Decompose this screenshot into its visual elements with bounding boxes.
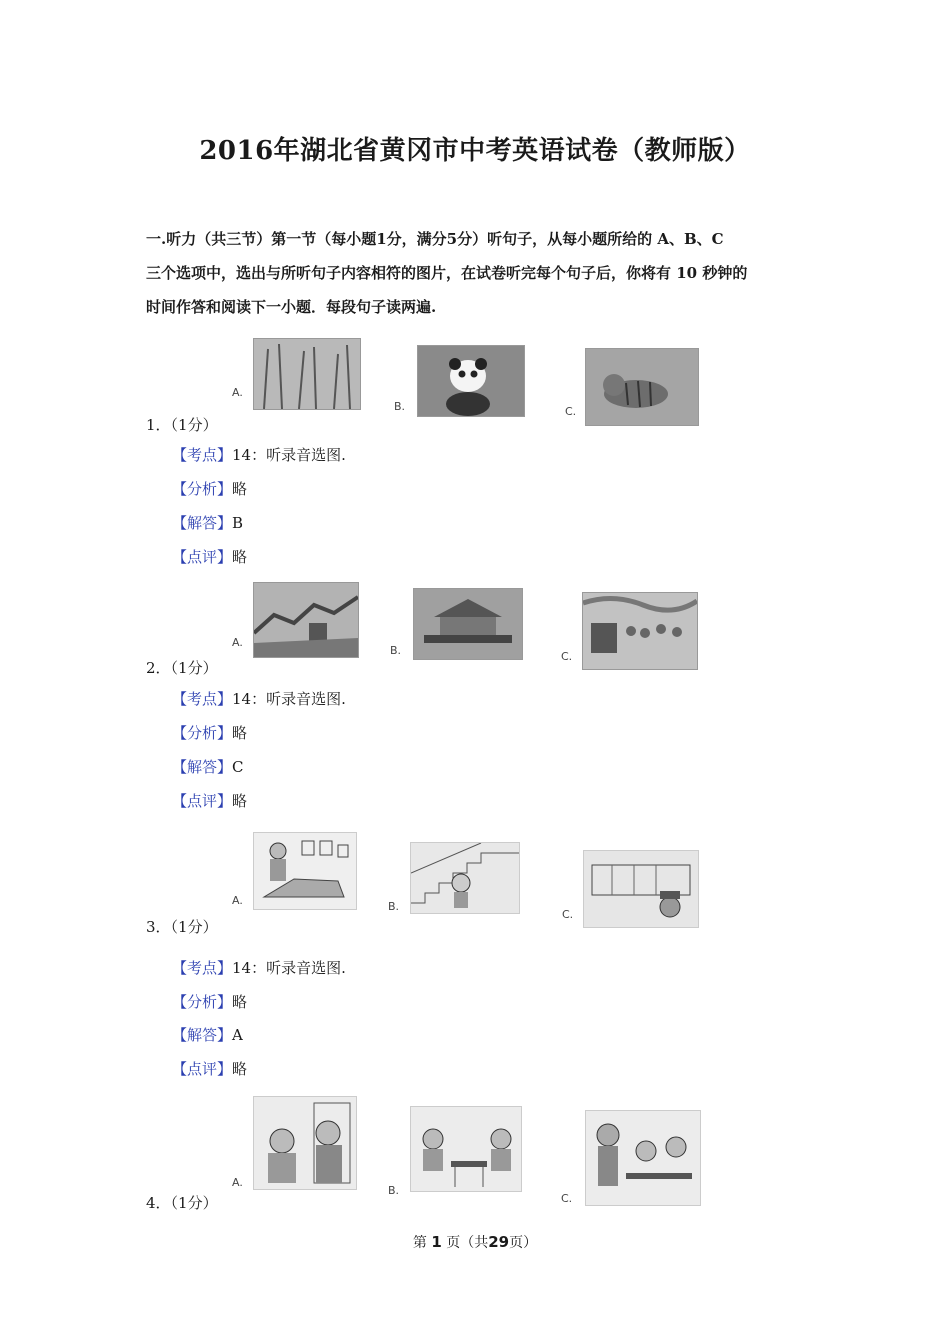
q3-option-a-letter: A. bbox=[232, 894, 243, 907]
fenxi-label: 【分析】 bbox=[172, 724, 233, 742]
dianping-label: 【点评】 bbox=[172, 792, 233, 810]
instruction-line-1: 一.听力（共三节）第一节（每小题1分，满分5分）听句子，从每小题所给的 A、B、C bbox=[146, 230, 724, 248]
instruction-line-3: 时间作答和阅读下一小题．每段句子读两遍. bbox=[146, 298, 437, 316]
q3-fenxi bbox=[172, 991, 247, 1012]
q1-kaodian-text: 14：听录音选图. bbox=[232, 446, 346, 464]
q4-option-c-letter: C. bbox=[561, 1192, 573, 1205]
jieda-label: 【解答】 bbox=[172, 514, 233, 532]
q3-image-c-classroom bbox=[583, 850, 699, 928]
q2-jieda-text: C bbox=[232, 758, 244, 776]
question-4-number: 4．（1分） bbox=[146, 1194, 218, 1212]
q2-dianping-text: 略 bbox=[232, 792, 248, 810]
footer-middle: 页（共 bbox=[446, 1235, 489, 1251]
q1-dianping-text: 略 bbox=[232, 548, 248, 566]
q1-jieda-text: B bbox=[232, 514, 244, 532]
q2-image-b-tiananmen bbox=[413, 588, 523, 660]
q2-option-b-letter: B. bbox=[390, 644, 402, 657]
q1-image-c-tiger bbox=[585, 348, 699, 426]
q3-jieda-text: A bbox=[232, 1026, 243, 1044]
q3-image-a-room bbox=[253, 832, 357, 910]
footer-total-pages: 29 bbox=[488, 1233, 510, 1251]
q4-option-b-letter: B. bbox=[388, 1184, 400, 1197]
q1-option-a-letter: A. bbox=[232, 386, 243, 399]
q2-fenxi bbox=[172, 722, 247, 743]
q2-jieda bbox=[172, 756, 244, 777]
q2-kaodian-text: 14：听录音选图. bbox=[232, 690, 346, 708]
question-2-number: 2．（1分） bbox=[146, 659, 218, 677]
footer-suffix: 页） bbox=[509, 1235, 538, 1251]
jieda-label: 【解答】 bbox=[172, 758, 233, 776]
kaodian-label: 【考点】 bbox=[172, 690, 233, 708]
kaodian-label: 【考点】 bbox=[172, 446, 233, 464]
q3-kaodian bbox=[172, 957, 346, 978]
q3-option-c-letter: C. bbox=[562, 908, 574, 921]
q2-dianping bbox=[172, 790, 247, 811]
page-footer bbox=[0, 1232, 950, 1252]
q1-fenxi-text: 略 bbox=[232, 480, 248, 498]
page-title: 2016年湖北省黄冈市中考英语试卷（教师版） bbox=[199, 136, 751, 166]
dianping-label: 【点评】 bbox=[172, 548, 233, 566]
q1-option-c-letter: C. bbox=[565, 405, 577, 418]
q2-fenxi-text: 略 bbox=[232, 724, 248, 742]
q2-kaodian bbox=[172, 688, 346, 709]
q4-image-a-two-people bbox=[253, 1096, 357, 1190]
q1-fenxi bbox=[172, 478, 247, 499]
q1-image-a-trees bbox=[253, 338, 361, 410]
question-1-number: 1．（1分） bbox=[146, 416, 218, 434]
q4-option-a-letter: A. bbox=[232, 1176, 243, 1189]
footer-prefix: 第 bbox=[412, 1235, 427, 1251]
q3-fenxi-text: 略 bbox=[232, 993, 248, 1011]
q4-image-b-dinner-table bbox=[410, 1106, 522, 1192]
q3-kaodian-text: 14：听录音选图. bbox=[232, 959, 346, 977]
q3-image-b-stairs bbox=[410, 842, 520, 914]
q3-dianping bbox=[172, 1058, 247, 1079]
section-instructions bbox=[146, 222, 816, 324]
question-3-number: 3．（1分） bbox=[146, 918, 218, 936]
kaodian-label: 【考点】 bbox=[172, 959, 233, 977]
footer-page-number: 1 bbox=[431, 1233, 442, 1251]
fenxi-label: 【分析】 bbox=[172, 993, 233, 1011]
q1-image-b-panda bbox=[417, 345, 525, 417]
fenxi-label: 【分析】 bbox=[172, 480, 233, 498]
q1-dianping bbox=[172, 546, 247, 567]
q2-image-a-great-wall bbox=[253, 582, 359, 658]
instruction-line-2: 三个选项中，选出与所听句子内容相符的图片，在试卷听完每个句子后，你将有 10 秒钟的 bbox=[146, 264, 748, 282]
q3-dianping-text: 略 bbox=[232, 1060, 248, 1078]
q3-jieda bbox=[172, 1024, 243, 1045]
q2-image-c-street-scene bbox=[582, 592, 698, 670]
q4-image-c-family bbox=[585, 1110, 701, 1206]
dianping-label: 【点评】 bbox=[172, 1060, 233, 1078]
q1-kaodian bbox=[172, 444, 346, 465]
q2-option-a-letter: A. bbox=[232, 636, 243, 649]
q3-option-b-letter: B. bbox=[388, 900, 400, 913]
q2-option-c-letter: C. bbox=[561, 650, 573, 663]
q1-option-b-letter: B. bbox=[394, 400, 406, 413]
q1-jieda bbox=[172, 512, 243, 533]
jieda-label: 【解答】 bbox=[172, 1026, 233, 1044]
